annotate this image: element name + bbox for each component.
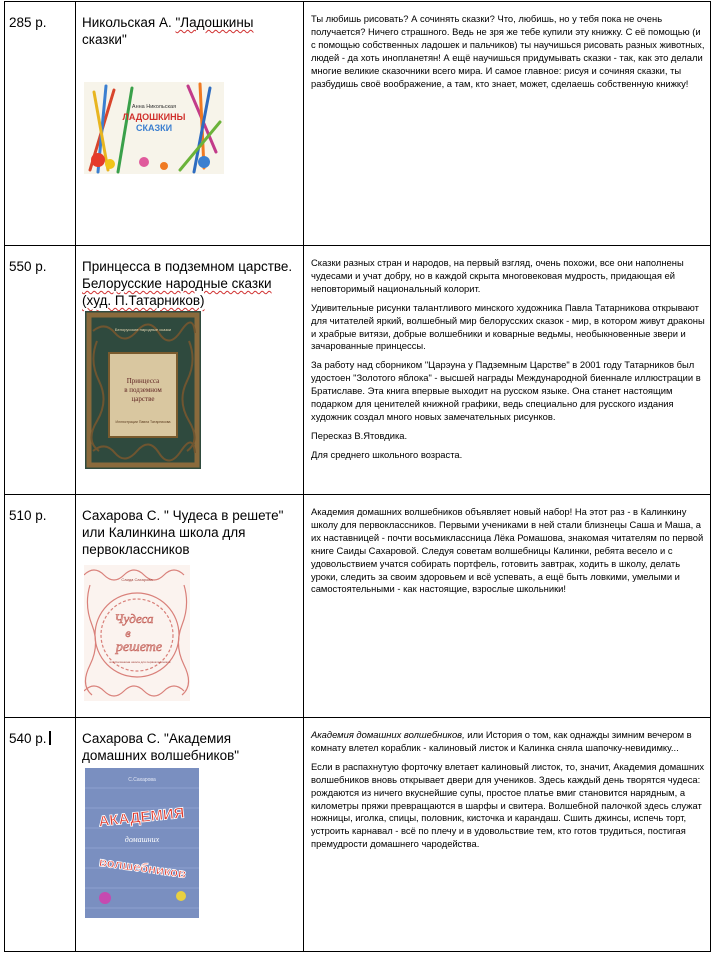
description-cell: [304, 718, 711, 952]
cover-title-line3: волшебников: [98, 854, 188, 882]
title-cell: [76, 495, 304, 718]
title-name-rest: сказки": [82, 32, 127, 47]
book-title: [76, 718, 303, 764]
description-paragraph: Для среднего школьного возраста.: [311, 448, 463, 460]
description-lead-italic: Академия домашних волшебников,: [311, 729, 465, 740]
title-name: "Ладошкины: [175, 15, 254, 30]
title-cell: [76, 718, 304, 952]
cover-title-line1: АКАДЕМИЯ: [97, 804, 186, 831]
cover-subtitle: Иллюстрации Павла Татарникова: [115, 420, 171, 424]
cover-title-line1: Чудеса: [114, 611, 154, 626]
description-paragraph: За работу над сборником "Царэуна у Падземным Царстве" в 2001 году Татарников был удостоен "Золотого яблока" - высшей награды Международной биеннале иллюстрации в Братиславе. Эта книга впервые выходит на русском языке. Она станет настоящим подарком для ценителей книжной графики, ведь специально для русского издания художник создал много новых замечательных рисунков.: [311, 359, 701, 422]
description-paragraph: Пересказ В.Ятовдика.: [311, 429, 408, 441]
book-title: [76, 2, 303, 48]
price-text: 540 р.: [9, 731, 47, 746]
title-name: Принцесса в подземном царстве.: [82, 259, 293, 274]
cover-title-line2: в подземном: [124, 386, 162, 394]
book-description: [304, 246, 710, 462]
description-paragraph: Ты любишь рисовать? А сочинять сказки? Что, любишь, но у тебя пока не очень получается? Ничего страшного. Ведь не зря же тебе купили эту книжку. С её помощью (и с помощью собственных ладошек и пальчиков) ты научишься рисовать разных животных, людей - да хоть инопланетян! А ещё научишься придумывать сказки - так, как это делали многие великие сказочники всего мира. И самое главное: рисуя и сочиняя сказки, ты разбудишь своё воображение, а там, кто знает, может, сделаешь собственную книжку!: [311, 13, 705, 89]
text-cursor: [49, 731, 51, 745]
description-paragraph: Сказки разных стран и народов, на первый взгляд, очень похожи, все они наполнены чудесами и учат добру, но в каждой скрыта многовековая мудрость, придающая ей неповторимый национальный колорит.: [311, 257, 684, 294]
description-paragraph: Академия домашних волшебников объявляет новый набор! На этот раз - в Калинкину школу для первоклассников. Первыми учениками в ней стали близнецы Саша и Маша, а их наставницей - почти восьмиклассница Лёка Ромашова, знакомая читателям по первой книге Саиды Сахаровой. Следуя советам волшебницы Калинки, ребята весело и с удовольствием учатся собирать портфель, готовить завтрак, ходить в школу, делать уроки, следить за своим здоровьем и всё успевать, а ещё быть ловкими, умелыми и самостоятельными - как настоящие, взрослые школьники!: [311, 506, 704, 595]
title-subtitle: Белорусские народные сказки (худ. П.Татарников): [82, 276, 272, 308]
price: [5, 718, 75, 747]
description-paragraph: [311, 729, 705, 755]
description-paragraph: Удивительные рисунки талантливого минского художника Павла Татарникова открывают для читателей яркий, волшебный мир белорусских сказок - мир, в котором живут драконы и храбрые витязи, добрые волшебники и коварные ведьмы, необыкновенные звери и зачарованные принцессы.: [311, 301, 705, 352]
description-paragraph: Если в распахнутую форточку влетает калиновый листок, то, значит, Академия домашних волшебников вновь открывает двери для учеников. Здесь каждый день творятся чудеса: рождаются из ничего вкуснейшие супы, простое платье вмиг становится нарядным, а километры пряжи превращаются в шарфы и свитера. Волшебной палочкой здесь служат ножницы, иголка, спицы, половник, кисточка и карандаш. Сшить джинсы, испечь торт, устроить карнавал - всё по плечу и в удовольствие тем, кто готов трудиться, постигая премудрости домашнего чародейства.: [311, 760, 705, 850]
cover-author: С.Сахарова: [128, 777, 156, 783]
book-description: [304, 2, 710, 90]
book-cover-image: [85, 768, 199, 918]
book-cover-image: [84, 82, 224, 174]
cover-title-line3: решете: [115, 640, 163, 655]
book-row: [5, 246, 711, 495]
title-name: Сахарова С. "Академия домашних волшебников": [82, 731, 240, 763]
book-description: [304, 495, 710, 596]
title-name: Сахарова С. " Чудеса в решете" или Калинкина школа для первоклассников: [82, 508, 284, 557]
book-cover-image: [84, 565, 190, 701]
cover-title-line2: в: [125, 626, 131, 640]
cover-author: Саида Сахарова: [121, 577, 153, 582]
cover-subtitle: или Калинкина школа для первоклассников: [109, 660, 171, 664]
description-cell: [304, 495, 711, 718]
price: 550 р.: [9, 259, 47, 274]
price: 510 р.: [9, 508, 47, 523]
book-row: [5, 2, 711, 246]
description-lead-rest: или История о том, как однажды зимним вечером в комнату влетел кораблик - калиновый листок и Калинка сняла шапочку-невидимку...: [311, 729, 692, 753]
book-title: [76, 246, 303, 309]
cover-author: Анна Никольская: [131, 104, 177, 110]
cover-title-line1: ЛАДОШКИНЫ: [122, 112, 186, 122]
cover-title-line2: СКАЗКИ: [135, 123, 173, 133]
description-cell: [304, 2, 711, 246]
price-cell: [5, 2, 76, 246]
price: 285 р.: [9, 15, 47, 30]
price-cell: [5, 495, 76, 718]
book-description: [304, 718, 710, 851]
book-cover-image: [85, 311, 201, 469]
price-cell: [5, 718, 76, 952]
title-cell: [76, 246, 304, 495]
title-cell: [76, 2, 304, 246]
book-row: [5, 718, 711, 952]
description-cell: [304, 246, 711, 495]
book-catalog-table: [4, 1, 711, 952]
cover-title-line3: царстве: [131, 395, 155, 403]
book-title: [76, 495, 303, 558]
price-cell: [5, 246, 76, 495]
cover-title-line1: Принцесса: [126, 377, 160, 385]
cover-title-line2: домашних: [124, 835, 160, 844]
book-row: [5, 495, 711, 718]
title-author: Никольская А.: [82, 15, 176, 30]
cover-author: Белорусские народные сказки: [114, 327, 172, 332]
